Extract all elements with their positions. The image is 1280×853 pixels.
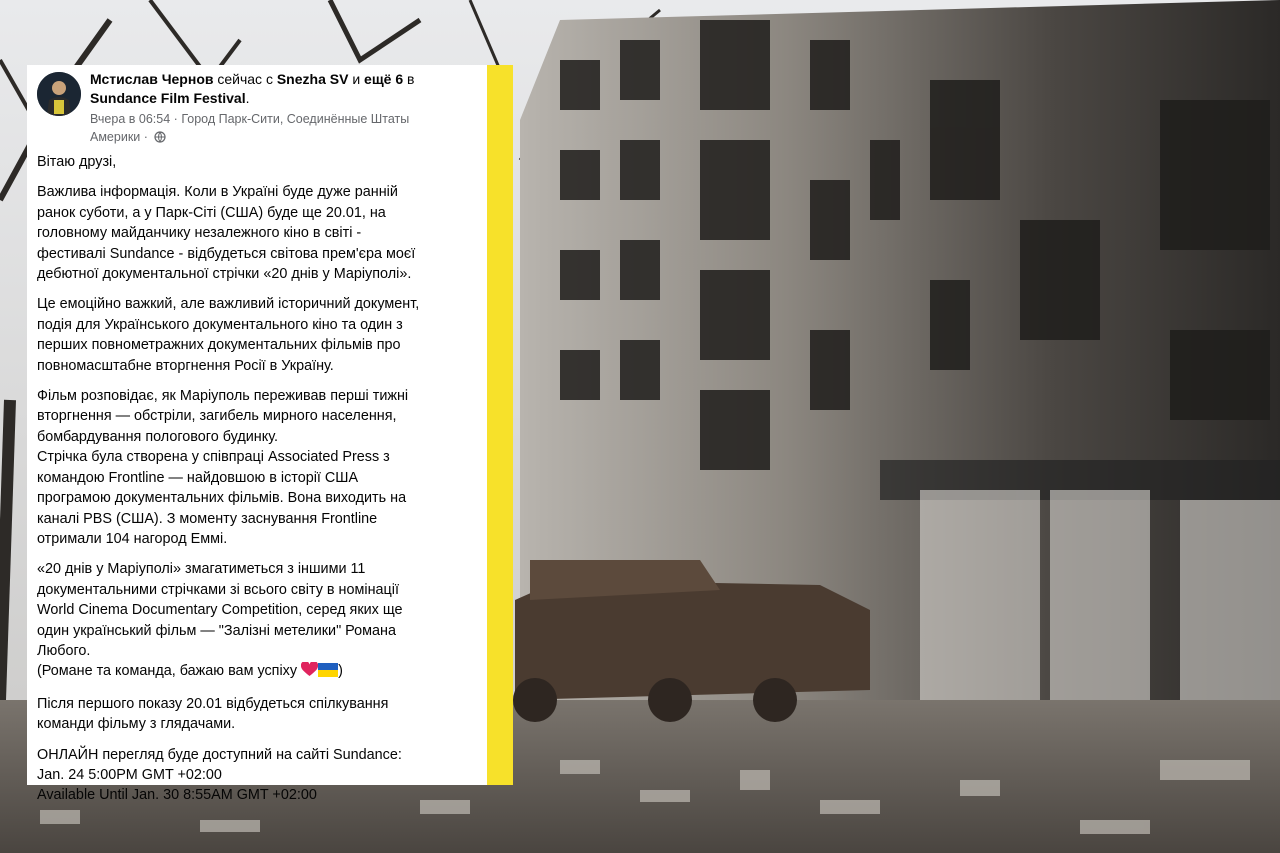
in-text: в [407, 71, 415, 87]
period: . [245, 90, 250, 106]
wish-line [37, 661, 489, 683]
separator: · [173, 112, 178, 126]
post-text-line: Це емоційно важкий, але важливий історичний документ, [37, 296, 420, 313]
others-link[interactable]: ещё 6 [364, 71, 404, 87]
post-text-line: ранок суботи, а у Парк-Сіті (США) буде ще 20.01, на [37, 204, 386, 221]
post-text-line: Вітаю друзі, [37, 154, 117, 170]
post-text-line: Любого. [37, 642, 91, 659]
with-text: сейчас с [217, 71, 273, 87]
post-text-line: Стрічка була створена у співпраці Associated Press з [37, 449, 390, 466]
post-text-line: дебютної документальної стрічки «20 днів у Маріуполі». [37, 266, 412, 283]
author-name[interactable]: Мстислав Чернов [90, 71, 214, 87]
post-text-line: Jan. 24 5:00PM GMT +02:00 [37, 766, 222, 783]
globe-icon [154, 130, 166, 148]
post-paragraphs [37, 152, 489, 661]
post-author-line [90, 70, 510, 108]
location-line1[interactable]: Город Парк-Сити, Соединённые Штаты [181, 112, 410, 126]
post-text-line: перших повнометражних документальних фільмів про [37, 337, 401, 354]
tagged-user[interactable]: Snezha SV [276, 71, 349, 87]
post-paragraph [37, 294, 489, 376]
post-body [37, 152, 489, 816]
post-text-line: фестивалі Sundance - відбудеться світова прем'єра моєї [37, 245, 416, 262]
post-paragraph [37, 745, 489, 806]
post-text-line: подія для Українського документального кіно та один з [37, 316, 403, 333]
location-line2[interactable]: Америки [90, 130, 141, 144]
post-text-line: «20 днів у Маріуполі» змагатиметься з іншими 11 [37, 561, 366, 578]
post-text-line: Фільм розповідає, як Маріуполь переживав перші тижні [37, 388, 409, 405]
accent-stripe [487, 65, 513, 785]
avatar[interactable] [37, 72, 81, 116]
post-text-line: отримали 104 нагород Еммі. [37, 530, 228, 547]
post-paragraph [37, 386, 489, 549]
post-paragraphs-after [37, 694, 489, 806]
post-text-line: World Cinema Documentary Competition, серед яких ще [37, 602, 403, 619]
post-paragraph [37, 152, 489, 172]
post-text-line: ОНЛАЙН перегляд буде доступний на сайті Sundance: [37, 746, 402, 763]
post-meta [90, 110, 470, 148]
post-text-line: головному майданчику незалежного кіно в світі - [37, 225, 362, 242]
post-text-line: команди фільму з глядачами. [37, 716, 236, 733]
ukraine-flag-icon [318, 663, 338, 683]
post-text-line: документальними стрічками зі всього світу в номінації [37, 581, 399, 598]
post-text-line: один український фільм — "Залізні метелики" Романа [37, 622, 396, 639]
wish-close: ) [338, 663, 343, 680]
post-text-line: вторгнення — обстріли, загибель мирного населення, [37, 408, 397, 425]
post-paragraph [37, 559, 489, 661]
event-link[interactable]: Sundance Film Festival [90, 90, 246, 106]
post-text-line: Важлива інформація. Коли в Україні буде дуже ранній [37, 184, 398, 201]
post-text-line: Available Until Jan. 30 8:55AM GMT +02:00 [37, 787, 317, 804]
separator-2: · [143, 130, 148, 144]
facebook-post-card [27, 65, 513, 804]
wish-text: (Романе та команда, бажаю вам успіху [37, 663, 298, 680]
post-text-line: бомбардування пологового будинку. [37, 428, 278, 445]
post-text-line: командою Frontline — найдовшою в історії США [37, 469, 359, 486]
post-text-line: каналі PBS (США). З моменту заснування Frontline [37, 510, 378, 527]
red-heart-icon [301, 662, 318, 683]
post-paragraph [37, 182, 489, 284]
storefront [920, 490, 1280, 720]
post-text-line: Після першого показу 20.01 відбудеться спілкування [37, 695, 389, 712]
avatar-image [37, 72, 81, 116]
post-text-line: програмою документальних фільмів. Вона виходить на [37, 490, 407, 507]
post-paragraph [37, 694, 489, 735]
timestamp[interactable]: Вчера в 06:54 [90, 112, 171, 126]
and-text: и [352, 71, 361, 87]
post-text-line: повномасштабне вторгнення Росії в Україну. [37, 357, 334, 374]
